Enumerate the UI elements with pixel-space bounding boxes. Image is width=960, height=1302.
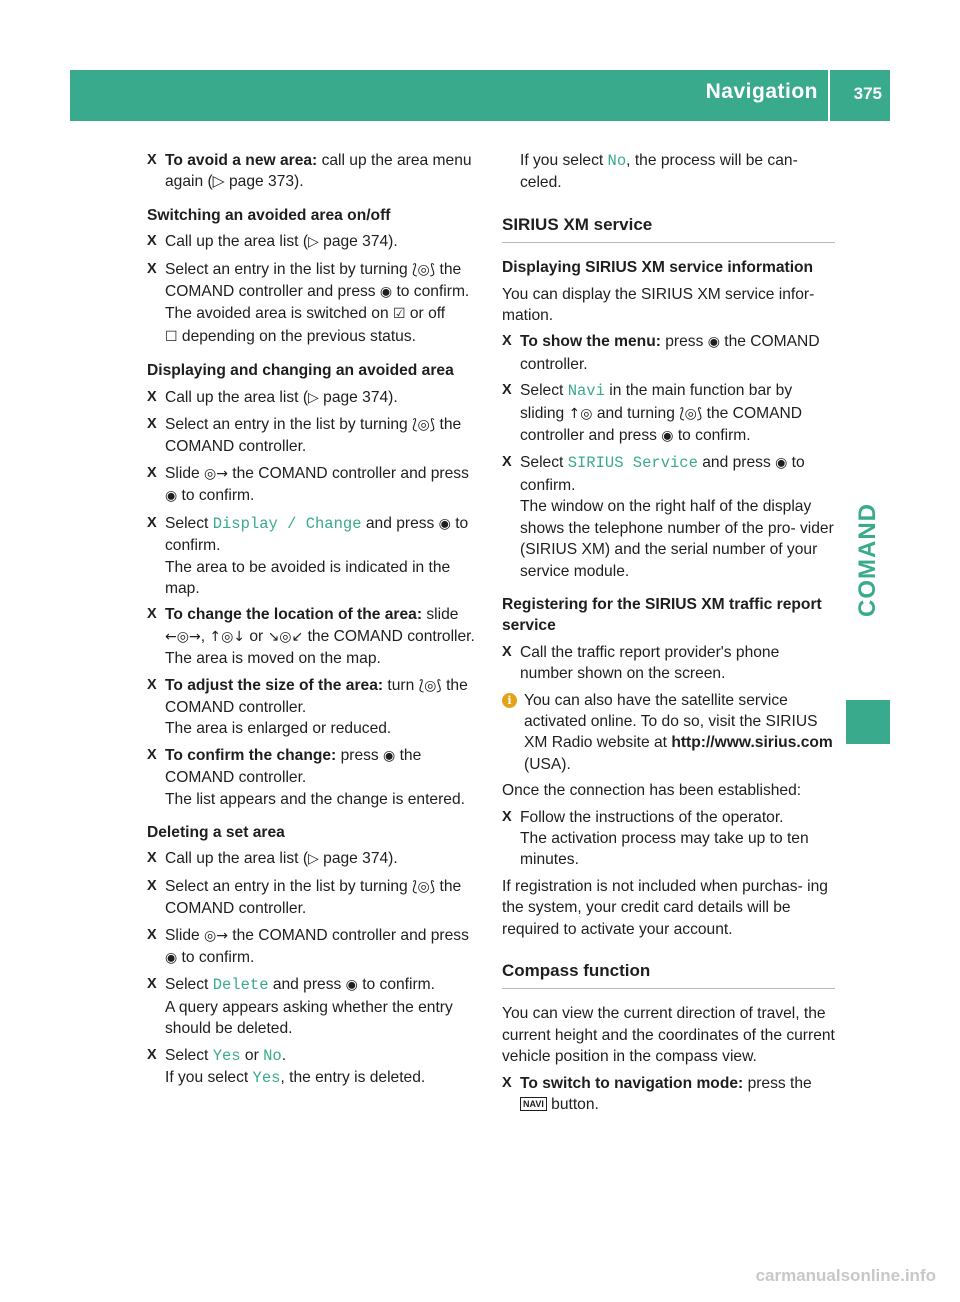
step-adjust-size: X To adjust the size of the area: turn ⟅◎⟆ the COMAND controller. The area is enlarged or reduced. <box>147 675 480 740</box>
page-ref-icon: ▷ <box>308 851 319 868</box>
menu-option-display-change: Display / Change <box>212 514 362 533</box>
watermark: carmanualsonline.info <box>755 1266 936 1285</box>
navi-button-icon: NAVI <box>520 1097 547 1111</box>
step-select-navi: X Select Navi in the main function bar by sliding ↑◎ and turning ⟅◎⟆ the COMAND controller and press ◉ to confirm. <box>502 380 835 447</box>
slide-up-icon: ↑◎ <box>568 405 593 422</box>
page-ref-icon: ▷ <box>308 234 319 251</box>
turn-controller-icon: ⟅◎⟆ <box>412 878 436 895</box>
press-controller-icon: ◉ <box>165 488 178 505</box>
step-avoid-new-area: X To avoid a new area: call up the area menu again (▷ page 373). <box>147 150 480 193</box>
press-controller-icon: ◉ <box>707 334 720 351</box>
step-switch-navigation: X To switch to navigation mode: press the NAVI button. <box>502 1073 835 1116</box>
page-title: Navigation <box>705 80 818 103</box>
step-change-location: X To change the location of the area: slide ←◎→, ↑◎↓ or ↘◎↙ the COMAND controller. The area is moved on the map. <box>147 604 480 669</box>
menu-option-no: No <box>607 152 627 170</box>
press-controller-icon: ◉ <box>775 455 788 472</box>
slide-right-icon: ◎→ <box>204 927 228 944</box>
turn-controller-icon: ⟅◎⟆ <box>679 405 703 422</box>
heading-delete-area: Deleting a set area <box>147 823 285 841</box>
sirius-url: http://www.sirius.com <box>671 734 833 752</box>
page-number: 375 <box>853 84 882 103</box>
step-select-delete: X Select Delete and press ◉ to confirm. A query appears asking whether the entry should be deleted. <box>147 974 480 1039</box>
info-icon: i <box>502 693 517 708</box>
step-follow-operator: X Follow the instructions of the operator. The activation process may take up to ten minutes. <box>502 807 835 871</box>
turn-controller-icon: ⟅◎⟆ <box>418 677 442 694</box>
press-controller-icon: ◉ <box>383 747 396 764</box>
step-select-display-change: X Select Display / Change and press ◉ to confirm. The area to be avoided is indicated in the map. <box>147 513 480 600</box>
slide-diagonal-icon: ↘◎↙ <box>267 628 304 645</box>
menu-option-navi: Navi <box>567 382 605 401</box>
text-compass-intro: You can view the current direction of travel, the current height and the coordinates of the current vehicle position in the compass view. <box>502 1005 835 1066</box>
heading-sirius-info: Displaying SIRIUS XM service information <box>502 259 814 277</box>
step-call-area-list-2: X Call up the area list (▷ page 374). <box>147 387 480 409</box>
checkbox-checked-icon: ☑ <box>392 306 406 323</box>
menu-option-yes: Yes <box>212 1046 241 1065</box>
step-call-area-list: X Call up the area list (▷ page 374). <box>147 231 480 253</box>
step-select-sirius-service: X Select SIRIUS Service and press ◉ to confirm. The window on the right half of the display shows the telephone number of the pro- vider (SIRIUS XM) and the serial number of your service module. <box>502 452 835 581</box>
checkbox-unchecked-icon: ☐ <box>165 328 178 345</box>
turn-controller-icon: ⟅◎⟆ <box>412 261 436 278</box>
heading-switch-area: Switching an avoided area on/off <box>147 206 391 224</box>
slide-right-icon: ◎→ <box>204 465 228 482</box>
turn-controller-icon: ⟅◎⟆ <box>412 417 436 434</box>
press-controller-icon: ◉ <box>165 950 178 966</box>
info-note: i You can also have the satellite service activated online. To do so, visit the SIRIUS XM Radio website at http://www.sirius.com (USA). <box>502 690 835 776</box>
left-column <box>147 150 480 1094</box>
press-controller-icon: ◉ <box>345 977 358 994</box>
header-separator <box>828 70 830 121</box>
side-tab-label: COMAND <box>854 503 881 617</box>
text-connection-established: Once the connection has been established: <box>502 782 802 800</box>
menu-option-delete: Delete <box>212 976 269 995</box>
step-select-entry: X Select an entry in the list by turning ⟅◎⟆ the COMAND controller and press ◉ to confirm. The avoided area is switched on ☑ or off ☐ depending on the previous status. <box>147 259 480 349</box>
menu-option-sirius-service: SIRIUS Service <box>567 454 698 473</box>
step-slide-controller: X Slide ◎→ the COMAND controller and press ◉ to confirm. <box>147 463 480 508</box>
right-column <box>502 150 835 1120</box>
continuation-no: If you select No, the process will be can- celed. <box>520 152 798 192</box>
heading-register-traffic: Registering for the SIRIUS XM traffic report service <box>502 595 822 635</box>
page-ref-icon: ▷ <box>308 389 319 406</box>
step-call-area-list-3: X Call up the area list (▷ page 374). <box>147 848 480 870</box>
step-select-entry-2: X Select an entry in the list by turning ⟅◎⟆ the COMAND controller. <box>147 414 480 458</box>
step-confirm-change: X To confirm the change: press ◉ the COMAND controller. The list appears and the change is entered. <box>147 745 480 810</box>
text-registration-note: If registration is not included when purchas- ing the system, your credit card details will be required to activate your account. <box>502 877 828 938</box>
step-slide-controller-2: X Slide ◎→ the COMAND controller and press ◉ to confirm. <box>147 925 480 970</box>
side-marker <box>846 700 890 744</box>
step-select-entry-3: X Select an entry in the list by turning ⟅◎⟆ the COMAND controller. <box>147 876 480 920</box>
slide-left-right-icon: ←◎→ <box>165 628 201 645</box>
header-bar <box>70 70 890 121</box>
section-sirius: SIRIUS XM service <box>502 214 835 243</box>
step-call-provider: X Call the traffic report provider's phone number shown on the screen. <box>502 642 835 685</box>
press-controller-icon: ◉ <box>379 284 393 301</box>
menu-option-no: No <box>263 1046 282 1065</box>
slide-up-down-icon: ↑◎↓ <box>209 628 246 645</box>
menu-option-yes: Yes <box>252 1069 281 1088</box>
step-show-menu: X To show the menu: press ◉ the COMAND controller. <box>502 331 835 375</box>
side-tab <box>846 470 890 650</box>
heading-display-change: Displaying and changing an avoided area <box>147 362 454 380</box>
press-controller-icon: ◉ <box>438 515 451 532</box>
step-select-yes-no: X Select Yes or No. If you select Yes, the entry is deleted. <box>147 1045 480 1090</box>
press-controller-icon: ◉ <box>661 428 674 445</box>
section-compass: Compass function <box>502 960 835 989</box>
text-sirius-intro: You can display the SIRIUS XM service infor- mation. <box>502 285 815 325</box>
